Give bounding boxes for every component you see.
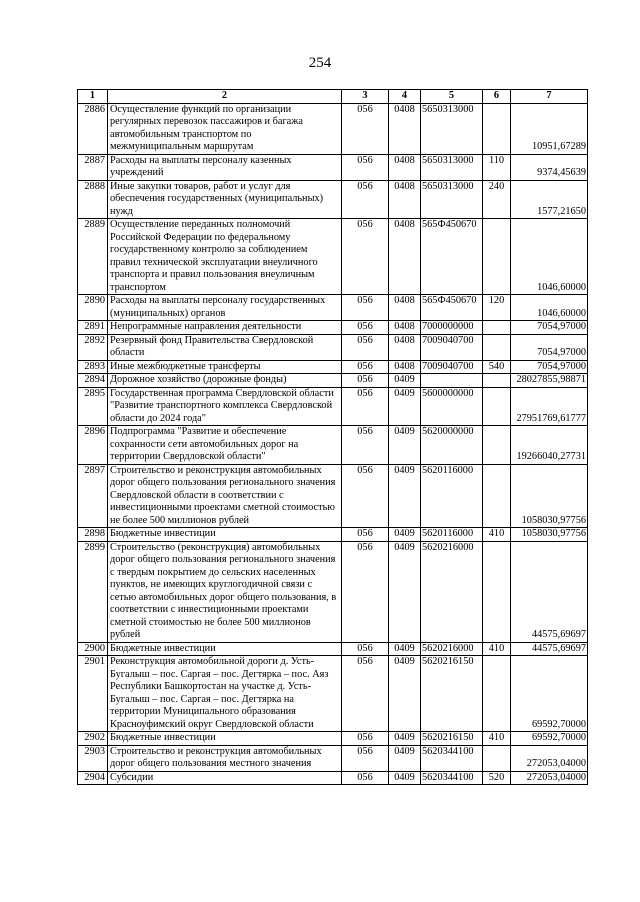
row-section-code: 0409 — [389, 771, 421, 785]
row-number: 2902 — [78, 732, 108, 746]
table-row — [78, 656, 588, 732]
row-amount: 1058030,97756 — [511, 464, 588, 528]
row-expense-type — [483, 745, 511, 771]
row-ministry-code: 056 — [342, 426, 389, 465]
budget-table — [77, 89, 588, 785]
row-expense-type: 410 — [483, 528, 511, 542]
row-number: 2886 — [78, 103, 108, 154]
page-number: 254 — [308, 55, 332, 71]
row-name: Дорожное хозяйство (дорожные фонды) — [108, 374, 342, 388]
row-number: 2893 — [78, 360, 108, 374]
row-number: 2887 — [78, 154, 108, 180]
header-col-7: 7 — [511, 90, 588, 104]
row-name: Бюджетные инвестиции — [108, 528, 342, 542]
row-number: 2899 — [78, 541, 108, 642]
row-section-code: 0409 — [389, 745, 421, 771]
row-name: Бюджетные инвестиции — [108, 642, 342, 656]
row-number: 2895 — [78, 387, 108, 426]
row-section-code: 0408 — [389, 334, 421, 360]
table-row — [78, 360, 588, 374]
row-section-code: 0409 — [389, 528, 421, 542]
row-target-code: 5620344100 — [421, 745, 483, 771]
row-name: Осуществление переданных полномочий Российской Федерации по федеральному государственному контролю за соблюдением правил технической эксплуатации внеуличного транспорта и правил пользования внеуличным транспортом — [108, 219, 342, 295]
row-expense-type: 410 — [483, 642, 511, 656]
row-name: Реконструкция автомобильной дороги д. Усть-Бугалыш – пос. Саргая – пос. Дегтярка – пос. Аяз Республики Башкортостан на участке д. Усть-Бугалыш – пос. Саргая – пос. Дегтярка на территории Муниципального образования Красноуфимский округ Свердловской области — [108, 656, 342, 732]
row-section-code: 0408 — [389, 219, 421, 295]
row-name: Иные межбюджетные трансферты — [108, 360, 342, 374]
row-target-code: 5620116000 — [421, 464, 483, 528]
row-target-code: 5620216000 — [421, 541, 483, 642]
row-name: Иные закупки товаров, работ и услуг для обеспечения государственных (муниципальных) нужд — [108, 180, 342, 219]
row-number: 2891 — [78, 321, 108, 335]
row-section-code: 0409 — [389, 387, 421, 426]
row-target-code: 5650313000 — [421, 103, 483, 154]
row-expense-type — [483, 103, 511, 154]
row-expense-type: 540 — [483, 360, 511, 374]
row-name: Подпрограмма "Развитие и обеспечение сохранности сети автомобильных дорог на территории Свердловской области" — [108, 426, 342, 465]
row-target-code: 7009040700 — [421, 360, 483, 374]
table-row — [78, 334, 588, 360]
row-section-code: 0409 — [389, 426, 421, 465]
row-target-code: 7000000000 — [421, 321, 483, 335]
row-name: Бюджетные инвестиции — [108, 732, 342, 746]
row-number: 2889 — [78, 219, 108, 295]
header-col-6: 6 — [483, 90, 511, 104]
row-amount: 1046,60000 — [511, 295, 588, 321]
row-amount: 69592,70000 — [511, 656, 588, 732]
table-row — [78, 321, 588, 335]
row-ministry-code: 056 — [342, 374, 389, 388]
table-row — [78, 745, 588, 771]
row-amount: 44575,69697 — [511, 541, 588, 642]
row-name: Осуществление функций по организации регулярных перевозок пассажиров и багажа автомобильным транспортом по межмуниципальным маршрутам — [108, 103, 342, 154]
header-col-4: 4 — [389, 90, 421, 104]
row-amount: 272053,04000 — [511, 745, 588, 771]
table-header — [78, 90, 588, 104]
row-ministry-code: 056 — [342, 642, 389, 656]
table-row — [78, 541, 588, 642]
row-name: Непрограммные направления деятельности — [108, 321, 342, 335]
row-target-code: 5620216150 — [421, 656, 483, 732]
row-target-code: 5620116000 — [421, 528, 483, 542]
row-ministry-code: 056 — [342, 656, 389, 732]
header-col-1: 1 — [78, 90, 108, 104]
row-section-code: 0409 — [389, 374, 421, 388]
table-row — [78, 180, 588, 219]
row-amount: 28027855,98871 — [511, 374, 588, 388]
row-amount: 19266040,27731 — [511, 426, 588, 465]
row-expense-type — [483, 334, 511, 360]
row-target-code: 5620000000 — [421, 426, 483, 465]
table-row — [78, 295, 588, 321]
row-name: Расходы на выплаты персоналу государственных (муниципальных) органов — [108, 295, 342, 321]
row-ministry-code: 056 — [342, 103, 389, 154]
table-row — [78, 219, 588, 295]
row-ministry-code: 056 — [342, 360, 389, 374]
row-expense-type — [483, 321, 511, 335]
row-expense-type: 120 — [483, 295, 511, 321]
row-ministry-code: 056 — [342, 180, 389, 219]
row-target-code: 5650313000 — [421, 154, 483, 180]
row-section-code: 0408 — [389, 180, 421, 219]
row-target-code: 5620344100 — [421, 771, 483, 785]
table-row — [78, 426, 588, 465]
row-number: 2901 — [78, 656, 108, 732]
row-expense-type — [483, 219, 511, 295]
row-ministry-code: 056 — [342, 219, 389, 295]
row-ministry-code: 056 — [342, 154, 389, 180]
row-name: Резервный фонд Правительства Свердловской области — [108, 334, 342, 360]
row-target-code: 5620216150 — [421, 732, 483, 746]
row-amount: 7054,97000 — [511, 334, 588, 360]
table-row — [78, 103, 588, 154]
header-col-3: 3 — [342, 90, 389, 104]
row-name: Государственная программа Свердловской области "Развитие транспортного комплекса Свердловской области до 2024 года" — [108, 387, 342, 426]
row-ministry-code: 056 — [342, 464, 389, 528]
row-amount: 7054,97000 — [511, 321, 588, 335]
row-section-code: 0409 — [389, 464, 421, 528]
row-name: Субсидии — [108, 771, 342, 785]
table-row — [78, 642, 588, 656]
row-amount: 1046,60000 — [511, 219, 588, 295]
row-expense-type — [483, 464, 511, 528]
row-section-code: 0409 — [389, 541, 421, 642]
row-number: 2890 — [78, 295, 108, 321]
row-ministry-code: 056 — [342, 745, 389, 771]
row-amount: 9374,45639 — [511, 154, 588, 180]
row-target-code — [421, 374, 483, 388]
row-name: Строительство и реконструкция автомобильных дорог общего пользования местного значения — [108, 745, 342, 771]
row-section-code: 0409 — [389, 656, 421, 732]
row-expense-type — [483, 541, 511, 642]
row-number: 2904 — [78, 771, 108, 785]
row-amount: 44575,69697 — [511, 642, 588, 656]
row-target-code: 565Ф450670 — [421, 219, 483, 295]
table-row — [78, 154, 588, 180]
header-col-5: 5 — [421, 90, 483, 104]
row-target-code: 565Ф450670 — [421, 295, 483, 321]
row-number: 2903 — [78, 745, 108, 771]
row-amount: 272053,04000 — [511, 771, 588, 785]
table-row — [78, 732, 588, 746]
row-number: 2897 — [78, 464, 108, 528]
row-section-code: 0408 — [389, 154, 421, 180]
header-col-2: 2 — [108, 90, 342, 104]
row-target-code: 5650313000 — [421, 180, 483, 219]
table-row — [78, 528, 588, 542]
row-section-code: 0408 — [389, 295, 421, 321]
row-number: 2894 — [78, 374, 108, 388]
row-ministry-code: 056 — [342, 771, 389, 785]
row-amount: 10951,67289 — [511, 103, 588, 154]
row-target-code: 5620216000 — [421, 642, 483, 656]
row-expense-type — [483, 426, 511, 465]
table-body — [78, 103, 588, 785]
row-section-code: 0409 — [389, 732, 421, 746]
row-number: 2900 — [78, 642, 108, 656]
row-ministry-code: 056 — [342, 295, 389, 321]
row-amount: 69592,70000 — [511, 732, 588, 746]
row-ministry-code: 056 — [342, 541, 389, 642]
table-row — [78, 374, 588, 388]
row-expense-type: 110 — [483, 154, 511, 180]
row-amount: 27951769,61777 — [511, 387, 588, 426]
table-row — [78, 387, 588, 426]
row-name: Расходы на выплаты персоналу казенных учреждений — [108, 154, 342, 180]
row-amount: 1058030,97756 — [511, 528, 588, 542]
row-number: 2892 — [78, 334, 108, 360]
row-expense-type — [483, 374, 511, 388]
row-section-code: 0408 — [389, 360, 421, 374]
row-name: Строительство и реконструкция автомобильных дорог общего пользования регионального значения Свердловской области в соответствии с инвестиционными проектами сметной стоимостью не более 500 миллионов рублей — [108, 464, 342, 528]
row-section-code: 0408 — [389, 321, 421, 335]
row-number: 2898 — [78, 528, 108, 542]
row-amount: 7054,97000 — [511, 360, 588, 374]
row-expense-type — [483, 656, 511, 732]
row-section-code: 0408 — [389, 103, 421, 154]
row-ministry-code: 056 — [342, 321, 389, 335]
row-amount: 1577,21650 — [511, 180, 588, 219]
row-expense-type: 240 — [483, 180, 511, 219]
row-target-code: 5600000000 — [421, 387, 483, 426]
row-expense-type — [483, 387, 511, 426]
row-section-code: 0409 — [389, 642, 421, 656]
row-number: 2896 — [78, 426, 108, 465]
row-expense-type: 520 — [483, 771, 511, 785]
row-ministry-code: 056 — [342, 528, 389, 542]
row-ministry-code: 056 — [342, 387, 389, 426]
row-number: 2888 — [78, 180, 108, 219]
header-row — [78, 90, 588, 104]
row-target-code: 7009040700 — [421, 334, 483, 360]
table-row — [78, 771, 588, 785]
row-name: Строительство (реконструкция) автомобильных дорог общего пользования регионального значения с твердым покрытием до сельских населенных пунктов, не имеющих круглогодичной связи с сетью автомобильных дорог общего пользования, в соответствии с инвестиционными проектами сметной стоимостью не более 500 миллионов рублей — [108, 541, 342, 642]
table-row — [78, 464, 588, 528]
row-ministry-code: 056 — [342, 732, 389, 746]
row-ministry-code: 056 — [342, 334, 389, 360]
row-expense-type: 410 — [483, 732, 511, 746]
